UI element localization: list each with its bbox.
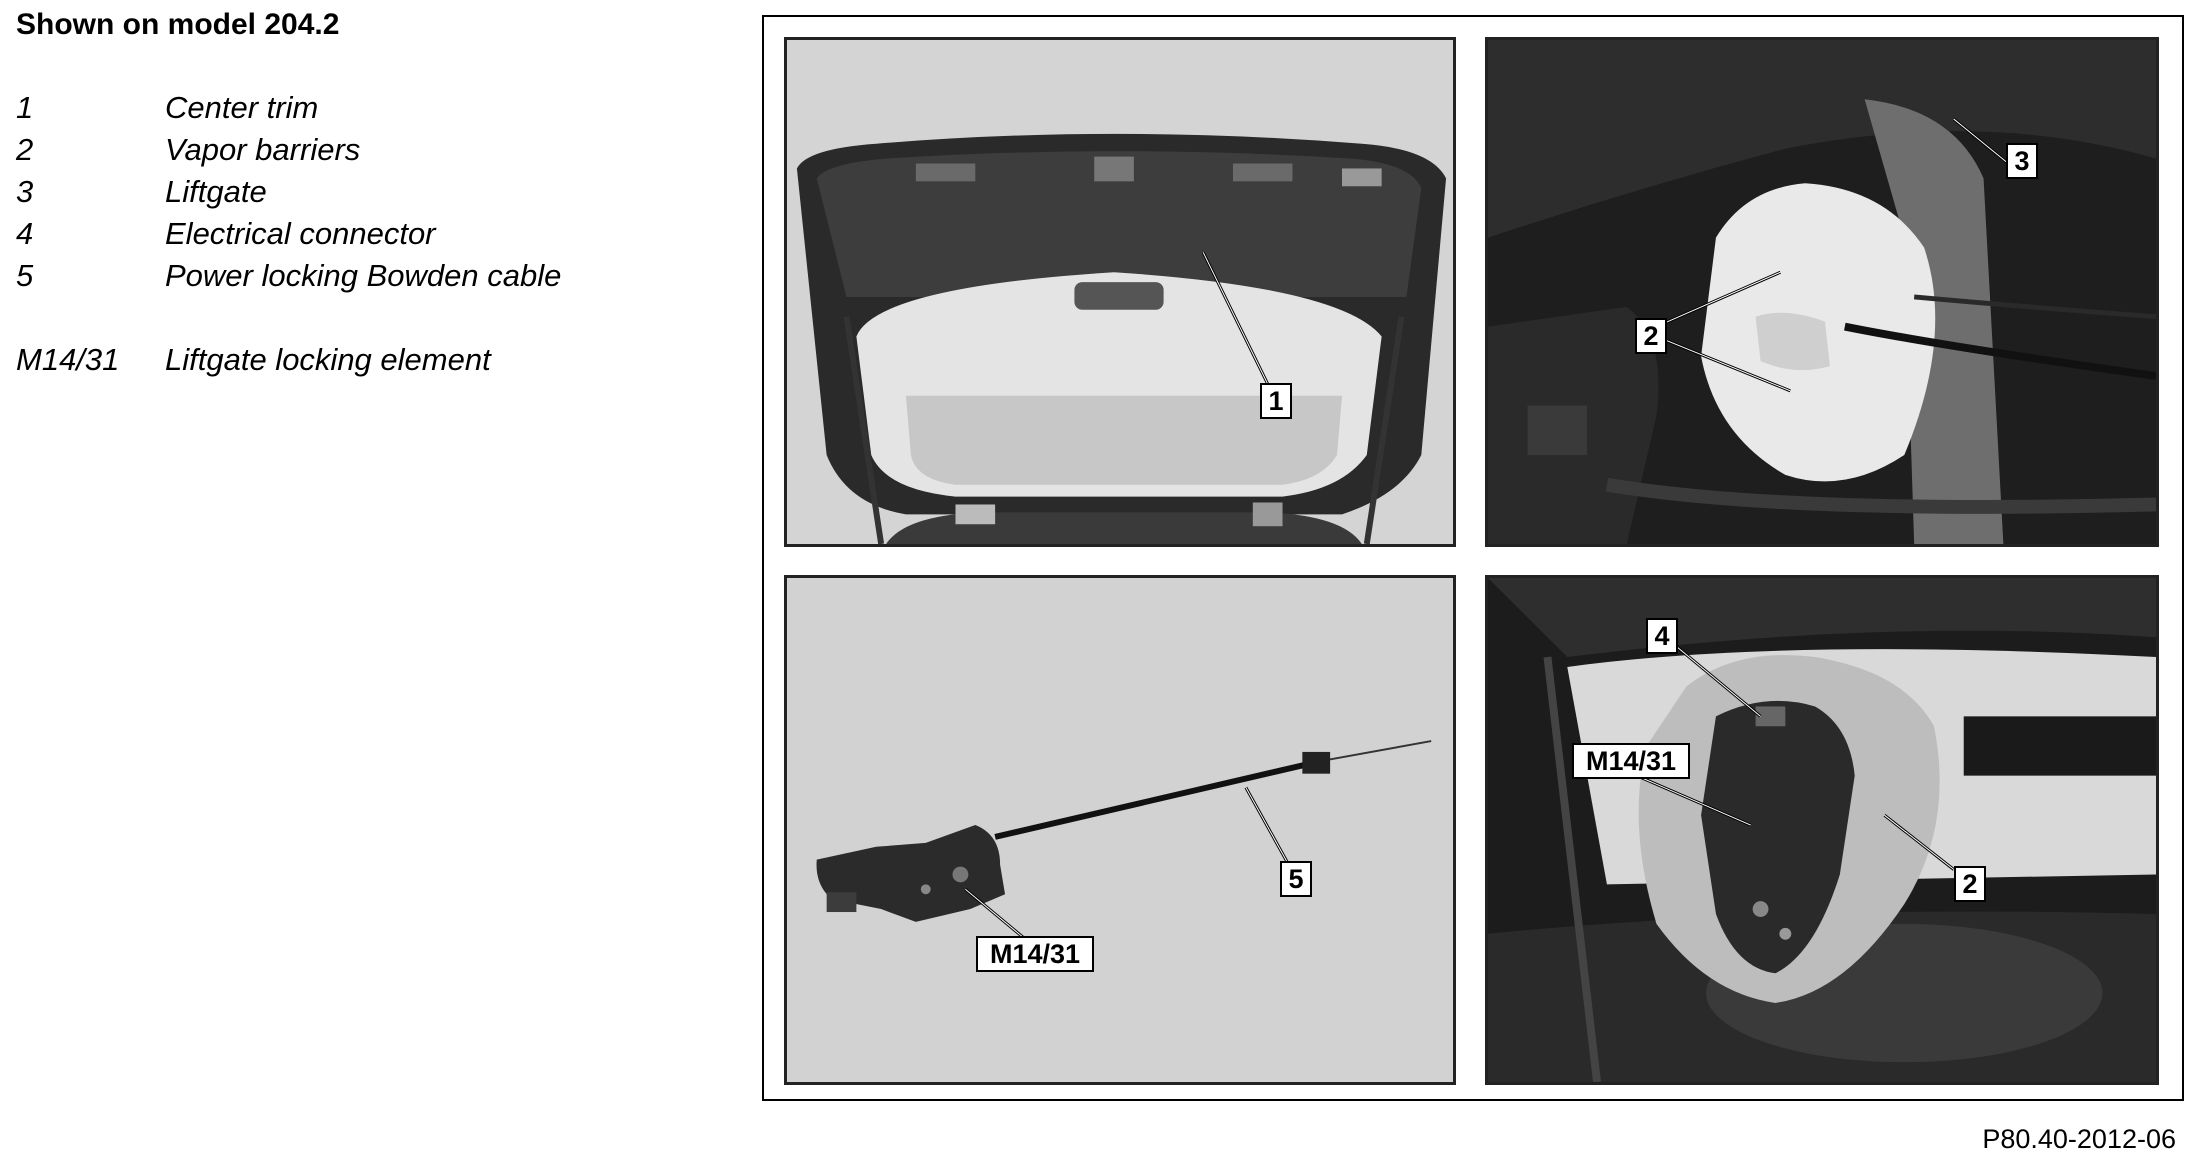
legend-item xyxy=(16,342,716,384)
photo-liftgate-center-trim xyxy=(784,37,1456,547)
figure-frame xyxy=(762,15,2184,1101)
photo-installed-illustration xyxy=(1488,578,2156,1082)
legend-item xyxy=(16,132,716,174)
callout-m14-31: M14/31 xyxy=(976,936,1094,972)
legend-item xyxy=(16,174,716,216)
legend-code: 3 xyxy=(16,174,34,209)
legend-code: 1 xyxy=(16,90,34,125)
photo-installed-locking-element xyxy=(1485,575,2159,1085)
legend-desc: Liftgate locking element xyxy=(165,342,491,377)
legend-item xyxy=(16,258,716,300)
callout-2: 2 xyxy=(1635,318,1667,354)
legend-item xyxy=(16,216,716,258)
photo-cable-illustration xyxy=(787,578,1453,1082)
legend-code: 4 xyxy=(16,216,34,251)
legend-desc: Center trim xyxy=(165,90,319,125)
callout-2: 2 xyxy=(1954,866,1986,902)
figure-id: P80.40-2012-06 xyxy=(1982,1124,2176,1154)
legend-desc: Vapor barriers xyxy=(165,132,361,167)
callout-m14-31: M14/31 xyxy=(1572,743,1690,779)
legend-desc: Electrical connector xyxy=(165,216,436,251)
photo-vapor-illustration xyxy=(1488,40,2156,544)
legend-desc: Liftgate xyxy=(165,174,267,209)
legend-item xyxy=(16,90,716,132)
legend-code: 5 xyxy=(16,258,34,293)
callout-4: 4 xyxy=(1646,618,1678,654)
callout-5: 5 xyxy=(1280,861,1312,897)
callout-1: 1 xyxy=(1260,383,1292,419)
photo-vapor-barriers xyxy=(1485,37,2159,547)
callout-3: 3 xyxy=(2006,143,2038,179)
legend-list xyxy=(16,90,716,384)
legend-desc: Power locking Bowden cable xyxy=(165,258,562,293)
legend-code: M14/31 xyxy=(16,342,120,377)
page-title: Shown on model 204.2 xyxy=(16,8,340,41)
photo-liftgate-illustration xyxy=(787,40,1453,544)
photo-locking-element-cable xyxy=(784,575,1456,1085)
legend-code: 2 xyxy=(16,132,34,167)
